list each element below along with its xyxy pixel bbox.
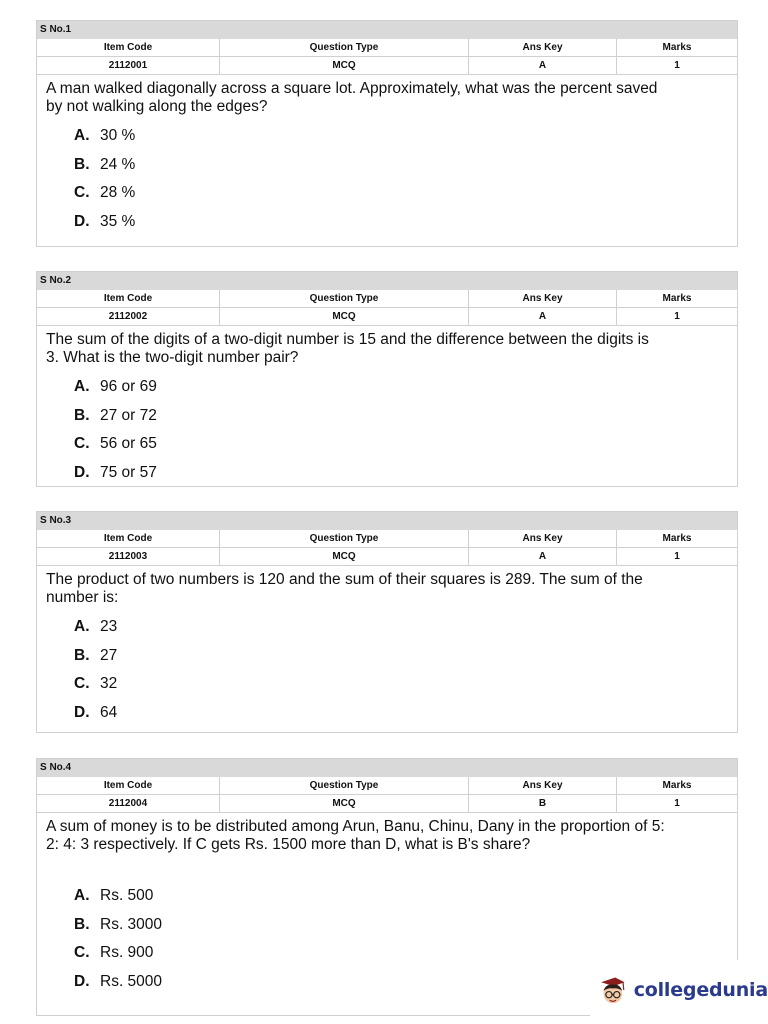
- option-letter: C.: [74, 944, 90, 961]
- ans-key-value: A: [469, 308, 617, 326]
- marks-value: 1: [617, 548, 737, 566]
- option-text: 27: [100, 646, 118, 664]
- marks-value: 1: [617, 308, 737, 326]
- collegedunia-logo[interactable]: [590, 960, 768, 1020]
- graduate-mascot-icon: [598, 970, 628, 1010]
- marks-header: Marks: [617, 530, 737, 548]
- option-text: Rs. 3000: [100, 915, 163, 933]
- question-type-header: Question Type: [220, 777, 469, 795]
- options-list: [37, 116, 737, 236]
- question-type-value: MCQ: [220, 57, 469, 75]
- option-letter: B.: [74, 646, 90, 664]
- question-text: The product of two numbers is 120 and the sum of their squares is 289. The sum of the number is:: [46, 571, 643, 606]
- option-text: 24 %: [100, 155, 136, 173]
- option-letter: A.: [74, 618, 90, 635]
- marks-value: 1: [617, 57, 737, 75]
- serial-number: S No.3: [37, 512, 737, 530]
- options-list: [37, 607, 737, 727]
- question-text: A man walked diagonally across a square lot. Approximately, what was the percent saved by not walking along the edges?: [46, 80, 658, 115]
- item-code-value: 2112004: [37, 795, 220, 813]
- option-b: [74, 151, 737, 180]
- option-a: [74, 882, 737, 911]
- option-text: 75 or 57: [100, 463, 157, 481]
- option-text: 96 or 69: [100, 378, 157, 395]
- option-text: 56 or 65: [100, 435, 157, 452]
- option-text: 35 %: [100, 212, 136, 230]
- option-a: [74, 122, 737, 151]
- option-letter: D.: [74, 212, 90, 230]
- logo-text: collegedunia: [633, 979, 768, 1001]
- serial-number: S No.1: [37, 21, 737, 39]
- question-block-2: [36, 271, 738, 487]
- item-code-value: 2112003: [37, 548, 220, 566]
- ans-key-header: Ans Key: [469, 290, 617, 308]
- question-text: The sum of the digits of a two-digit number is 15 and the difference between the digits is 3. What is the two-digit number pair?: [46, 331, 649, 366]
- option-c: [74, 179, 737, 208]
- option-b: [74, 642, 737, 671]
- item-code-header: Item Code: [37, 777, 220, 795]
- option-b: [74, 911, 737, 940]
- option-text: 28 %: [100, 184, 136, 201]
- marks-value: 1: [617, 795, 737, 813]
- question-type-value: MCQ: [220, 548, 469, 566]
- serial-number: S No.2: [37, 272, 737, 290]
- ans-key-header: Ans Key: [469, 777, 617, 795]
- option-text: Rs. 900: [100, 944, 154, 961]
- option-c: [74, 430, 737, 459]
- option-letter: B.: [74, 155, 90, 173]
- option-letter: C.: [74, 184, 90, 201]
- option-text: 27 or 72: [100, 406, 157, 424]
- option-letter: C.: [74, 675, 90, 692]
- option-text: Rs. 500: [100, 887, 154, 904]
- ans-key-header: Ans Key: [469, 39, 617, 57]
- option-a: [74, 373, 737, 402]
- option-d: [74, 208, 737, 237]
- question-type-header: Question Type: [220, 530, 469, 548]
- ans-key-value: B: [469, 795, 617, 813]
- option-letter: B.: [74, 915, 90, 933]
- option-letter: A.: [74, 127, 90, 144]
- question-type-value: MCQ: [220, 308, 469, 326]
- ans-key-header: Ans Key: [469, 530, 617, 548]
- question-type-header: Question Type: [220, 39, 469, 57]
- meta-table: [37, 290, 737, 326]
- option-letter: C.: [74, 435, 90, 452]
- marks-header: Marks: [617, 39, 737, 57]
- item-code-value: 2112001: [37, 57, 220, 75]
- item-code-value: 2112002: [37, 308, 220, 326]
- serial-number: S No.4: [37, 759, 737, 777]
- question-block-1: [36, 20, 738, 247]
- option-letter: D.: [74, 703, 90, 721]
- item-code-header: Item Code: [37, 530, 220, 548]
- marks-header: Marks: [617, 290, 737, 308]
- item-code-header: Item Code: [37, 290, 220, 308]
- options-list: [37, 367, 737, 487]
- option-text: 23: [100, 618, 118, 635]
- question-text: A sum of money is to be distributed among Arun, Banu, Chinu, Dany in the proportion of 5: 2: 4: 3 respectively. If C gets Rs. 1500 more than D, what is B's share?: [46, 818, 665, 853]
- option-letter: D.: [74, 972, 90, 990]
- option-letter: D.: [74, 463, 90, 481]
- option-text: 64: [100, 703, 118, 721]
- option-letter: A.: [74, 378, 90, 395]
- question-type-header: Question Type: [220, 290, 469, 308]
- item-code-header: Item Code: [37, 39, 220, 57]
- option-letter: A.: [74, 887, 90, 904]
- option-text: 30 %: [100, 127, 136, 144]
- option-c: [74, 670, 737, 699]
- meta-table: [37, 530, 737, 566]
- option-b: [74, 402, 737, 431]
- option-text: 32: [100, 675, 118, 692]
- option-text: Rs. 5000: [100, 972, 163, 990]
- ans-key-value: A: [469, 57, 617, 75]
- ans-key-value: A: [469, 548, 617, 566]
- question-type-value: MCQ: [220, 795, 469, 813]
- option-d: [74, 459, 737, 488]
- marks-header: Marks: [617, 777, 737, 795]
- meta-table: [37, 777, 737, 813]
- option-d: [74, 699, 737, 728]
- option-a: [74, 613, 737, 642]
- option-letter: B.: [74, 406, 90, 424]
- question-block-3: [36, 511, 738, 733]
- meta-table: [37, 39, 737, 75]
